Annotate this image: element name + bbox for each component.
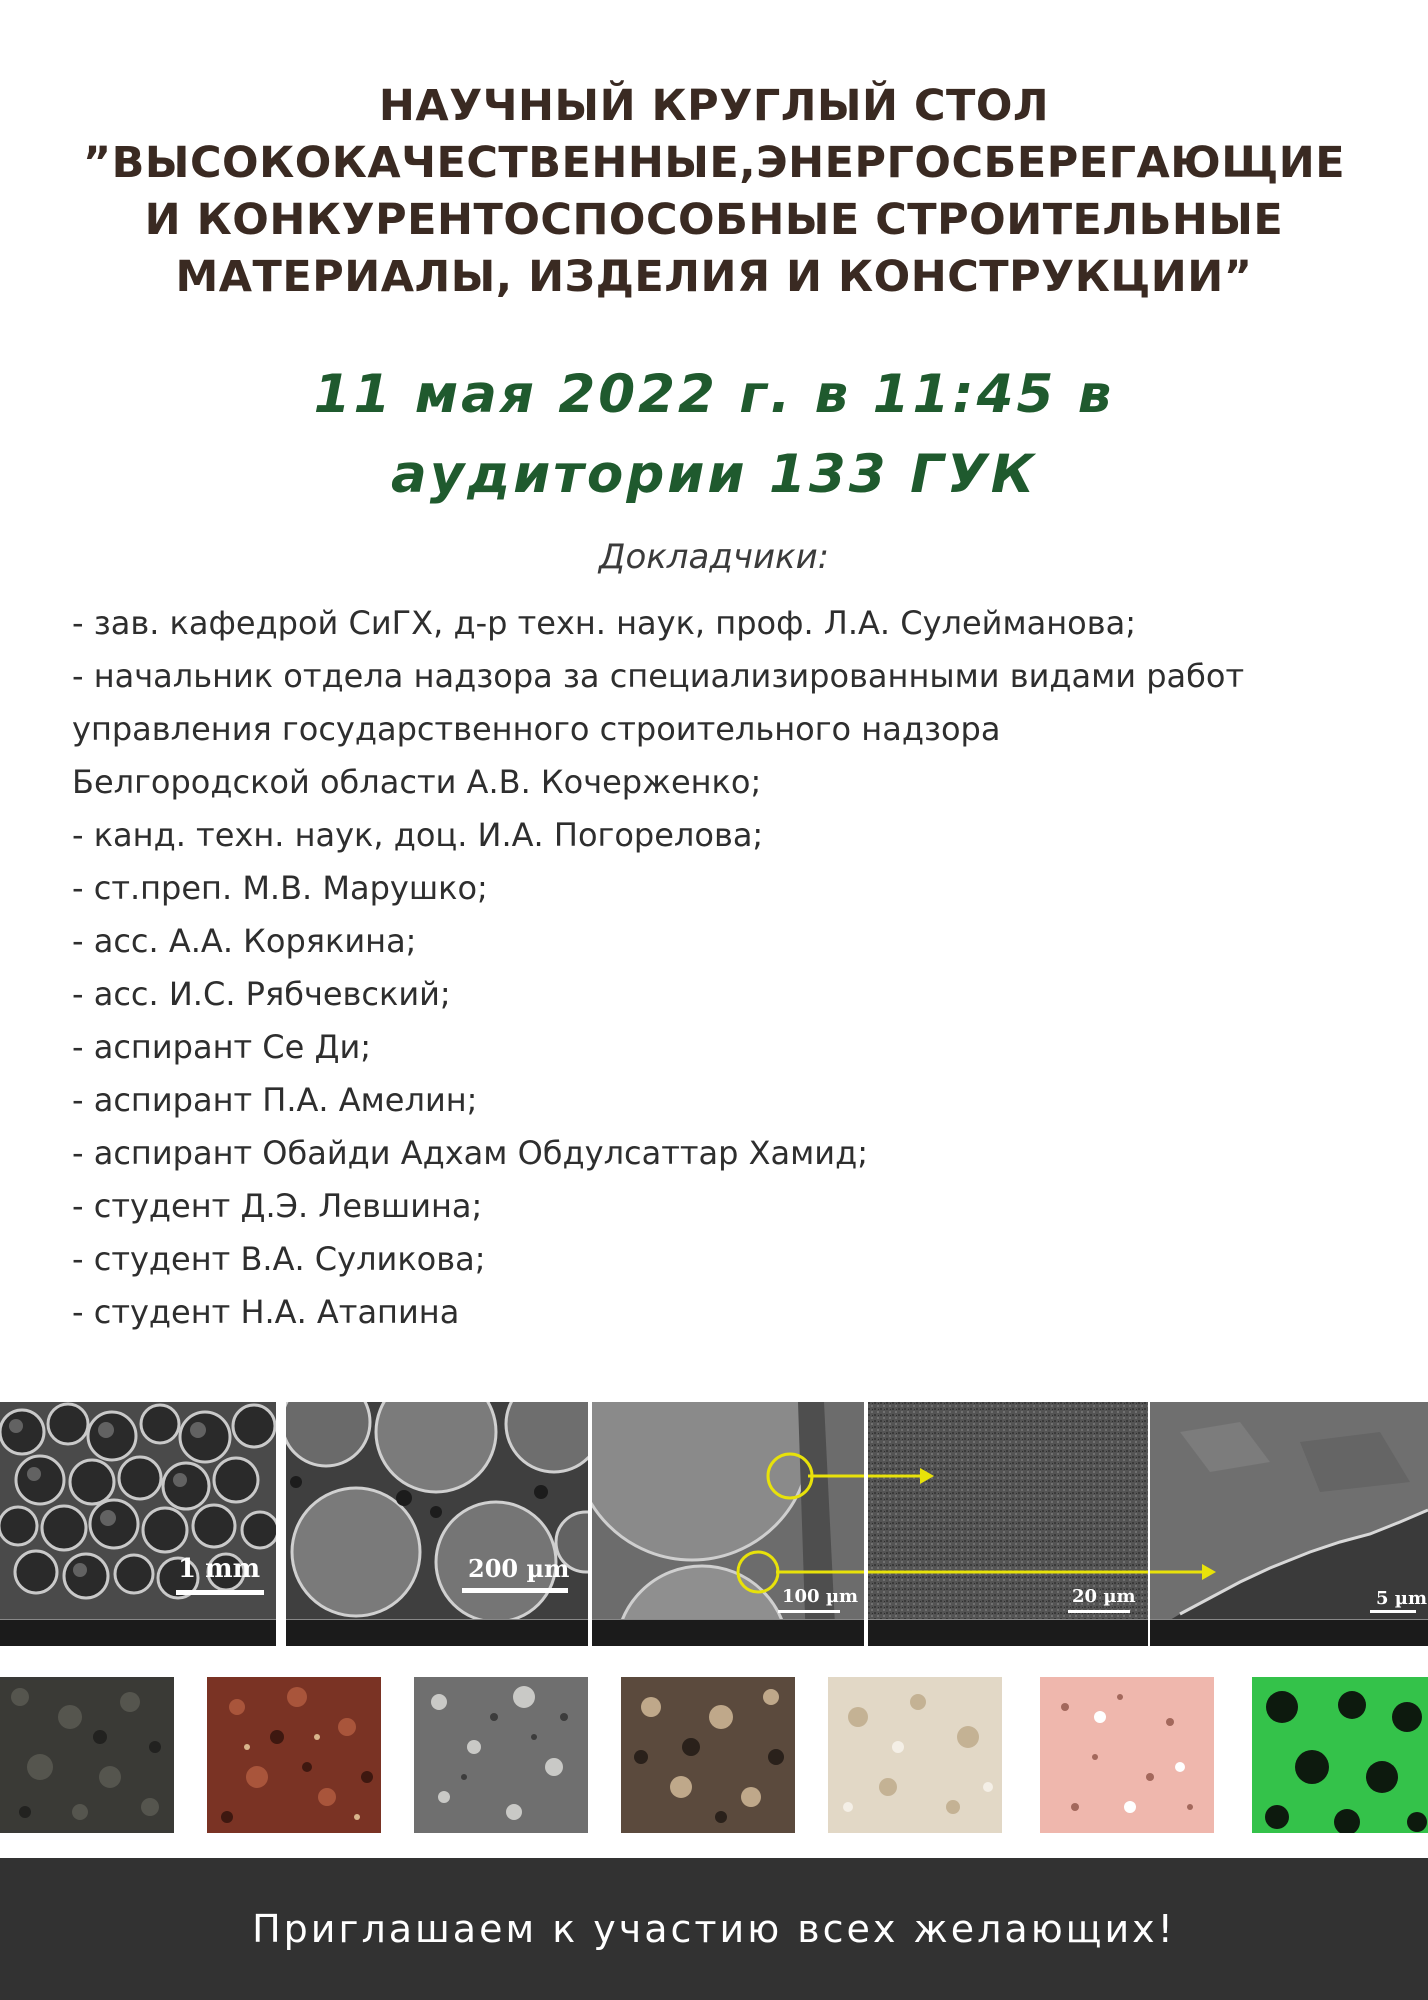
speaker-line: - студент Н.А. Атапина xyxy=(72,1293,460,1331)
title-line: НАУЧНЫЙ КРУГЛЫЙ СТОЛ xyxy=(378,81,1050,131)
micrograph-foam-200um xyxy=(286,1402,588,1646)
scale-bar xyxy=(778,1610,840,1613)
speaker-line: - асс. А.А. Корякина; xyxy=(72,922,417,960)
speaker-line: управления государственного строительного надзора xyxy=(72,710,1001,748)
sem-info-bar xyxy=(868,1619,1148,1646)
speaker-line: - аспирант Се Ди; xyxy=(72,1028,372,1066)
micrograph-strip xyxy=(0,1402,1428,1646)
title-line: МАТЕРИАЛЫ, ИЗДЕЛИЯ И КОНСТРУКЦИИ” xyxy=(175,252,1253,302)
scale-label: 200 µm xyxy=(468,1554,570,1583)
micrograph-texture-20um xyxy=(868,1402,1148,1646)
scale-bar xyxy=(176,1590,264,1595)
title-line: ”ВЫСОКОКАЧЕСТВЕННЫЕ,ЭНЕРГОСБЕРЕГАЮЩИЕ xyxy=(82,138,1346,188)
scale-bar xyxy=(1370,1610,1416,1613)
speakers-heading: Докладчики: xyxy=(598,537,830,577)
speaker-line: - аспирант П.А. Амелин; xyxy=(72,1081,478,1119)
sample-swatch xyxy=(0,1677,174,1833)
scale-label: 20 µm xyxy=(1072,1586,1136,1607)
speaker-line: Белгородской области А.В. Кочерженко; xyxy=(72,763,762,801)
scale-label: 100 µm xyxy=(782,1586,859,1607)
speakers-list xyxy=(72,597,1372,1339)
speaker-line: - канд. техн. наук, доц. И.А. Погорелова; xyxy=(72,816,764,854)
speaker-line: - начальник отдела надзора за специализированными видами работ xyxy=(72,657,1245,695)
title-line: И КОНКУРЕНТОСПОСОБНЫЕ СТРОИТЕЛЬНЫЕ xyxy=(144,195,1284,245)
speaker-line: - зав. кафедрой СиГХ, д-р техн. наук, проф. Л.А. Сулейманова; xyxy=(72,604,1136,642)
speaker-line: - аспирант Обайди Адхам Обдулсаттар Хамид; xyxy=(72,1134,868,1172)
sem-info-bar xyxy=(1150,1619,1428,1646)
scale-bar xyxy=(462,1588,568,1593)
speaker-line: - студент В.А. Суликова; xyxy=(72,1240,486,1278)
micrograph-foam-1mm xyxy=(0,1402,276,1646)
event-location-line: аудитории 133 ГУК xyxy=(390,444,1038,505)
sample-swatch xyxy=(1252,1677,1428,1833)
scale-bar xyxy=(1068,1610,1130,1613)
sample-swatch xyxy=(1040,1677,1214,1833)
event-date-location xyxy=(60,355,1368,515)
invitation-banner: Приглашаем к участию всех желающих! xyxy=(0,1858,1428,2000)
sem-info-bar xyxy=(592,1619,864,1646)
sample-swatch xyxy=(207,1677,381,1833)
scale-label: 1 mm xyxy=(178,1554,261,1584)
sample-swatch xyxy=(621,1677,795,1833)
speaker-line: - ст.преп. М.В. Марушко; xyxy=(72,869,488,907)
sem-info-bar xyxy=(286,1619,588,1646)
sample-swatch xyxy=(414,1677,588,1833)
sample-swatch xyxy=(828,1677,1002,1833)
sem-info-bar xyxy=(0,1619,276,1646)
scale-label: 5 µm xyxy=(1376,1588,1428,1609)
speaker-line: - студент Д.Э. Левшина; xyxy=(72,1187,483,1225)
micrograph-interface-5um xyxy=(1150,1402,1428,1646)
material-samples xyxy=(0,1677,1428,1833)
event-date-line: 11 мая 2022 г. в 11:45 в xyxy=(313,364,1115,425)
speaker-line: - асс. И.С. Рябчевский; xyxy=(72,975,451,1013)
micrograph-shell-100um xyxy=(592,1402,864,1646)
event-title xyxy=(60,78,1368,306)
